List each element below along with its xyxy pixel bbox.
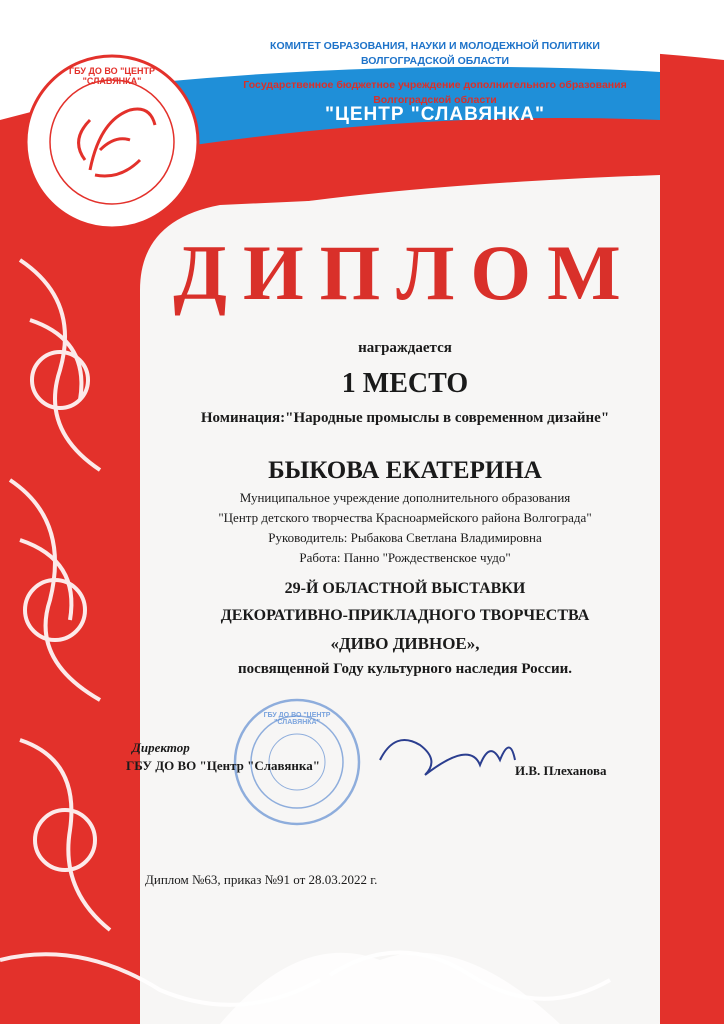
header-region: ВОЛГОГРАДСКОЙ ОБЛАСТИ	[360, 55, 510, 67]
place-label: 1 МЕСТО	[341, 368, 469, 399]
stamp-text: ГБУ ДО ВО "ЦЕНТР "СЛАВЯНКА"	[263, 712, 331, 726]
director-label: Директор	[132, 740, 190, 755]
director-org: ГБУ ДО ВО "Центр "Славянка"	[126, 758, 320, 773]
header-committee: КОМИТЕТ ОБРАЗОВАНИЯ, НАУКИ И МОЛОДЕЖНОЙ ПОЛИТИКИ	[270, 40, 600, 52]
header-institution: Государственное бюджетное учреждение дополнительного образования	[243, 79, 627, 91]
event-line4: посвященной Году культурного наследия России.	[237, 661, 573, 677]
event-line1: 29-Й ОБЛАСТНОЙ ВЫСТАВКИ	[284, 580, 526, 597]
logo-text: ГБУ ДО ВО "ЦЕНТР "СЛАВЯНКА"	[69, 66, 155, 86]
recipient-name: БЫКОВА ЕКАТЕРИНА	[268, 457, 542, 484]
footer-note: Диплом №63, приказ №91 от 28.03.2022 г.	[145, 872, 378, 887]
supervisor-label: Руководитель: Рыбакова Светлана Владимировна	[268, 530, 542, 545]
header-center-name: "ЦЕНТР "СЛАВЯНКА"	[324, 104, 546, 125]
diploma-title: ДИПЛОМ	[173, 229, 637, 316]
institution-line1: Муниципальное учреждение дополнительного образования	[239, 490, 571, 505]
director-name: И.В. Плеханова	[515, 763, 607, 778]
work-label: Работа: Панно "Рождественское чудо"	[299, 550, 511, 565]
header-institution-region: Волгоградской области	[373, 94, 497, 106]
event-line2: ДЕКОРАТИВНО-ПРИКЛАДНОГО ТВОРЧЕСТВА	[220, 607, 590, 624]
institution-line2: "Центр детского творчества Красноармейского района Волгограда"	[218, 510, 592, 525]
awarded-label: награждается	[358, 340, 452, 356]
nomination-label: Номинация:"Народные промыслы в современном дизайне"	[200, 410, 610, 426]
event-line3: «ДИВО ДИВНОЕ»,	[330, 634, 480, 653]
